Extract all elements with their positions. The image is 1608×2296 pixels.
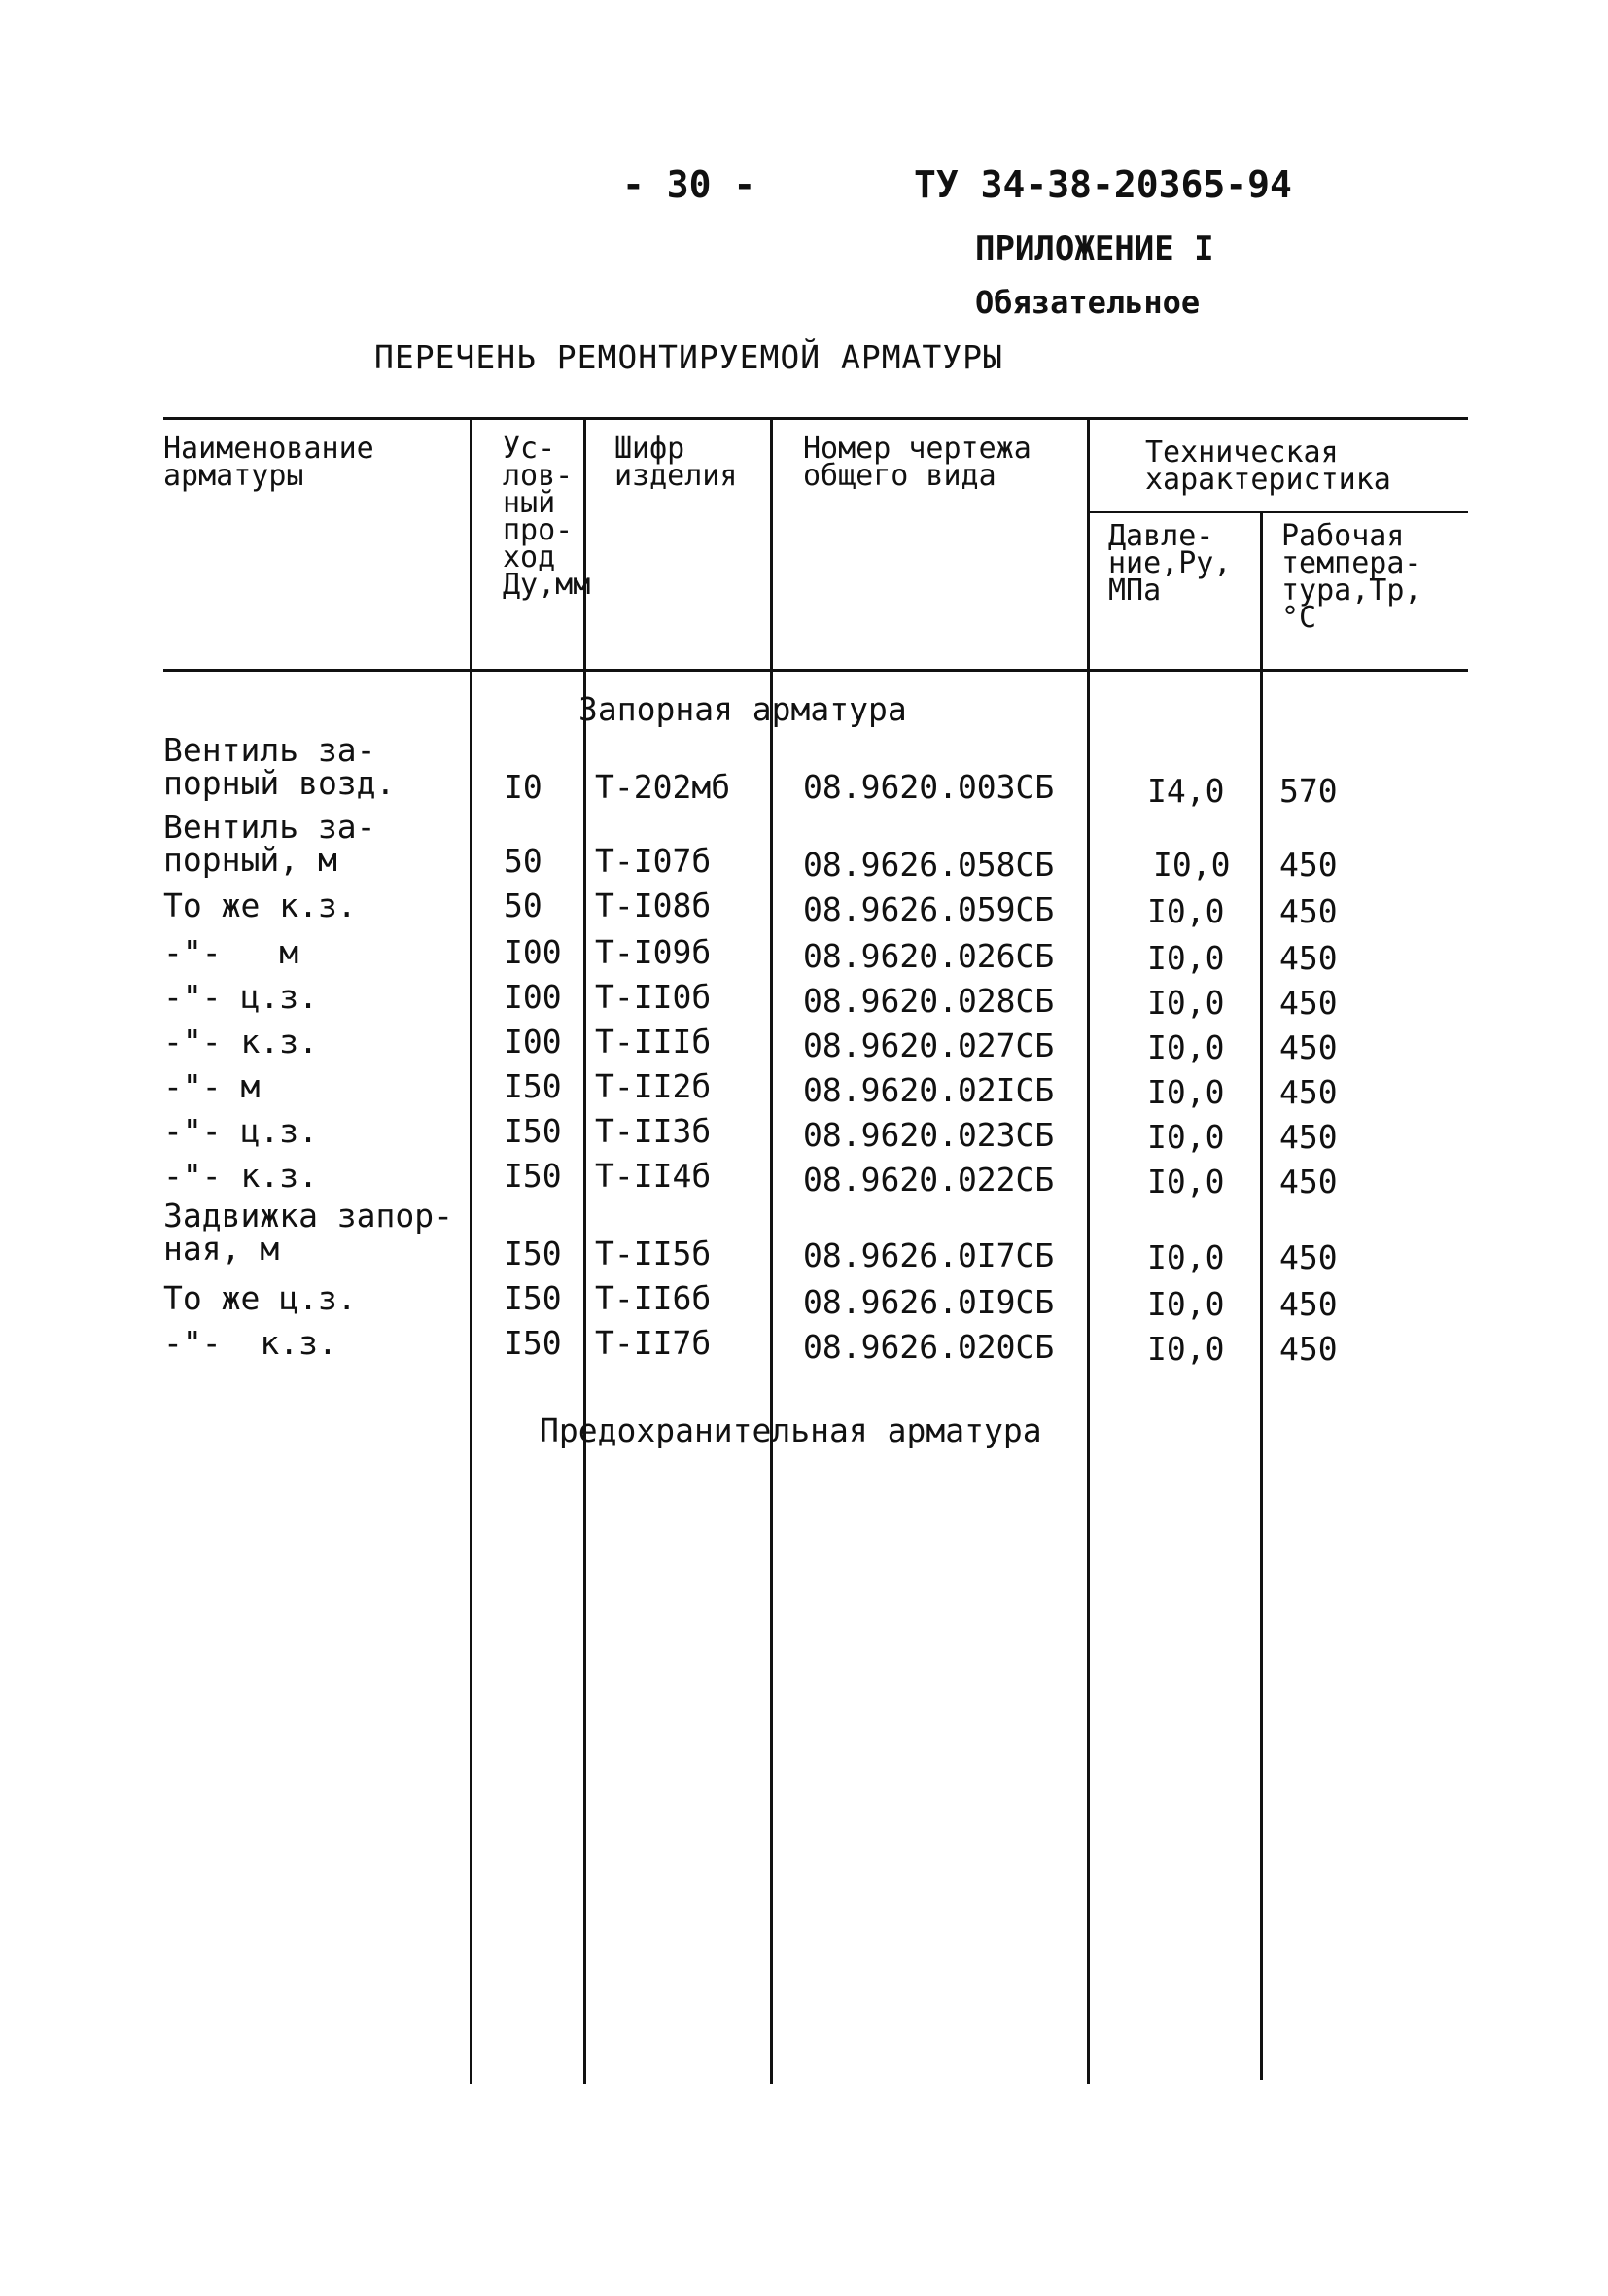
section-title: Запорная арматура <box>578 690 907 728</box>
section-title: Предохранительная арматура <box>540 1411 1042 1449</box>
item-code: Т-II2б <box>595 1067 712 1105</box>
item-name: -"- к.з. <box>163 1324 337 1362</box>
item-temperature: 450 <box>1279 1163 1338 1200</box>
item-temperature: 450 <box>1279 939 1338 977</box>
document-title: ПЕРЕЧЕНЬ РЕМОНТИРУЕМОЙ АРМАТУРЫ <box>374 338 1003 376</box>
item-pressure: I0,0 <box>1147 1163 1225 1200</box>
item-pressure: I0,0 <box>1147 1118 1225 1156</box>
item-pressure: I0,0 <box>1147 1073 1225 1111</box>
item-name: То же ц.з. <box>163 1279 357 1317</box>
item-name: Задвижка запор- ная, м <box>163 1197 454 1268</box>
item-name: -"- м <box>163 933 299 971</box>
item-name: -"- ц.з. <box>163 978 318 1016</box>
header-bottom-rule <box>163 669 1468 672</box>
item-temperature: 450 <box>1279 984 1338 1022</box>
item-nominal-bore: I00 <box>504 1023 562 1061</box>
item-drawing: 08.9620.023СБ <box>803 1116 1055 1154</box>
item-temperature: 570 <box>1279 772 1338 810</box>
column-divider <box>470 420 472 2084</box>
item-pressure: I0,0 <box>1153 846 1231 884</box>
item-nominal-bore: I00 <box>504 933 562 971</box>
header-temperature: Рабочая темпера- тура,Тр, °C <box>1281 519 1422 635</box>
item-drawing: 08.9620.028СБ <box>803 982 1055 1020</box>
item-code: Т-II3б <box>595 1112 712 1150</box>
item-drawing: 08.9620.02IСБ <box>803 1071 1055 1109</box>
header-nominal-bore: Ус- лов- ный про- ход Ду,мм <box>503 432 591 602</box>
item-code: Т-202мб <box>595 768 731 806</box>
item-pressure: I4,0 <box>1147 772 1225 810</box>
item-name: -"- к.з. <box>163 1023 318 1061</box>
item-nominal-bore: 50 <box>504 887 542 924</box>
item-temperature: 450 <box>1279 1028 1338 1066</box>
column-divider <box>1087 420 1090 2084</box>
header-drawing-number: Номер чертежа общего вида <box>803 432 1031 493</box>
item-nominal-bore: I00 <box>504 978 562 1016</box>
item-pressure: I0,0 <box>1147 1285 1225 1323</box>
appendix-label: ПРИЛОЖЕНИЕ I <box>975 229 1214 268</box>
item-code: Т-II6б <box>595 1279 712 1317</box>
item-pressure: I0,0 <box>1147 984 1225 1022</box>
item-pressure: I0,0 <box>1147 939 1225 977</box>
item-nominal-bore: I50 <box>504 1067 562 1105</box>
header-name: Наименование арматуры <box>163 432 374 493</box>
item-code: Т-I08б <box>595 887 712 924</box>
item-pressure: I0,0 <box>1147 892 1225 930</box>
item-name: -"- м <box>163 1067 261 1105</box>
item-nominal-bore: I50 <box>504 1112 562 1150</box>
item-temperature: 450 <box>1279 1285 1338 1323</box>
appendix-status: Обязательное <box>975 284 1201 321</box>
item-pressure: I0,0 <box>1147 1330 1225 1368</box>
item-drawing: 08.9626.058СБ <box>803 846 1055 884</box>
header-technical-characteristics: Техническая характеристика <box>1145 435 1391 497</box>
item-nominal-bore: I0 <box>504 768 542 806</box>
item-code: Т-II7б <box>595 1324 712 1362</box>
item-drawing: 08.9620.003СБ <box>803 768 1055 806</box>
item-code: Т-II4б <box>595 1157 712 1195</box>
item-code: Т-I09б <box>595 933 712 971</box>
item-code: Т-I07б <box>595 842 712 880</box>
item-drawing: 08.9620.027СБ <box>803 1026 1055 1064</box>
item-temperature: 450 <box>1279 1073 1338 1111</box>
item-temperature: 450 <box>1279 1238 1338 1276</box>
item-nominal-bore: 50 <box>504 842 542 880</box>
tech-subheader-rule <box>1087 511 1468 513</box>
item-nominal-bore: I50 <box>504 1324 562 1362</box>
item-pressure: I0,0 <box>1147 1028 1225 1066</box>
item-code: Т-IIIб <box>595 1023 712 1061</box>
item-code: Т-II0б <box>595 978 712 1016</box>
column-divider <box>1260 513 1263 2080</box>
column-divider <box>583 420 586 2084</box>
item-pressure: I0,0 <box>1147 1238 1225 1276</box>
item-code: Т-II5б <box>595 1235 712 1272</box>
item-drawing: 08.9626.0I7СБ <box>803 1236 1055 1274</box>
item-drawing: 08.9626.0I9СБ <box>803 1283 1055 1321</box>
item-drawing: 08.9626.020СБ <box>803 1328 1055 1366</box>
item-temperature: 450 <box>1279 1330 1338 1368</box>
item-name: -"- ц.з. <box>163 1112 318 1150</box>
item-name: Вентиль за- порный, м <box>163 808 376 879</box>
header-pressure: Давле- ние,Ру, МПа <box>1108 519 1232 608</box>
item-nominal-bore: I50 <box>504 1279 562 1317</box>
page-number: - 30 - <box>622 163 756 206</box>
item-name: Вентиль за- порный возд. <box>163 731 396 802</box>
item-drawing: 08.9626.059СБ <box>803 890 1055 928</box>
item-temperature: 450 <box>1279 1118 1338 1156</box>
item-drawing: 08.9620.022СБ <box>803 1161 1055 1199</box>
header-product-code: Шифр изделия <box>614 432 738 493</box>
document-code: ТУ 34-38-20365-94 <box>914 163 1292 206</box>
item-temperature: 450 <box>1279 846 1338 884</box>
item-nominal-bore: I50 <box>504 1157 562 1195</box>
item-nominal-bore: I50 <box>504 1235 562 1272</box>
item-temperature: 450 <box>1279 892 1338 930</box>
item-name: -"- к.з. <box>163 1157 318 1195</box>
item-drawing: 08.9620.026СБ <box>803 937 1055 975</box>
table-top-rule <box>163 417 1468 420</box>
column-divider <box>770 420 773 2084</box>
item-name: То же к.з. <box>163 887 357 924</box>
